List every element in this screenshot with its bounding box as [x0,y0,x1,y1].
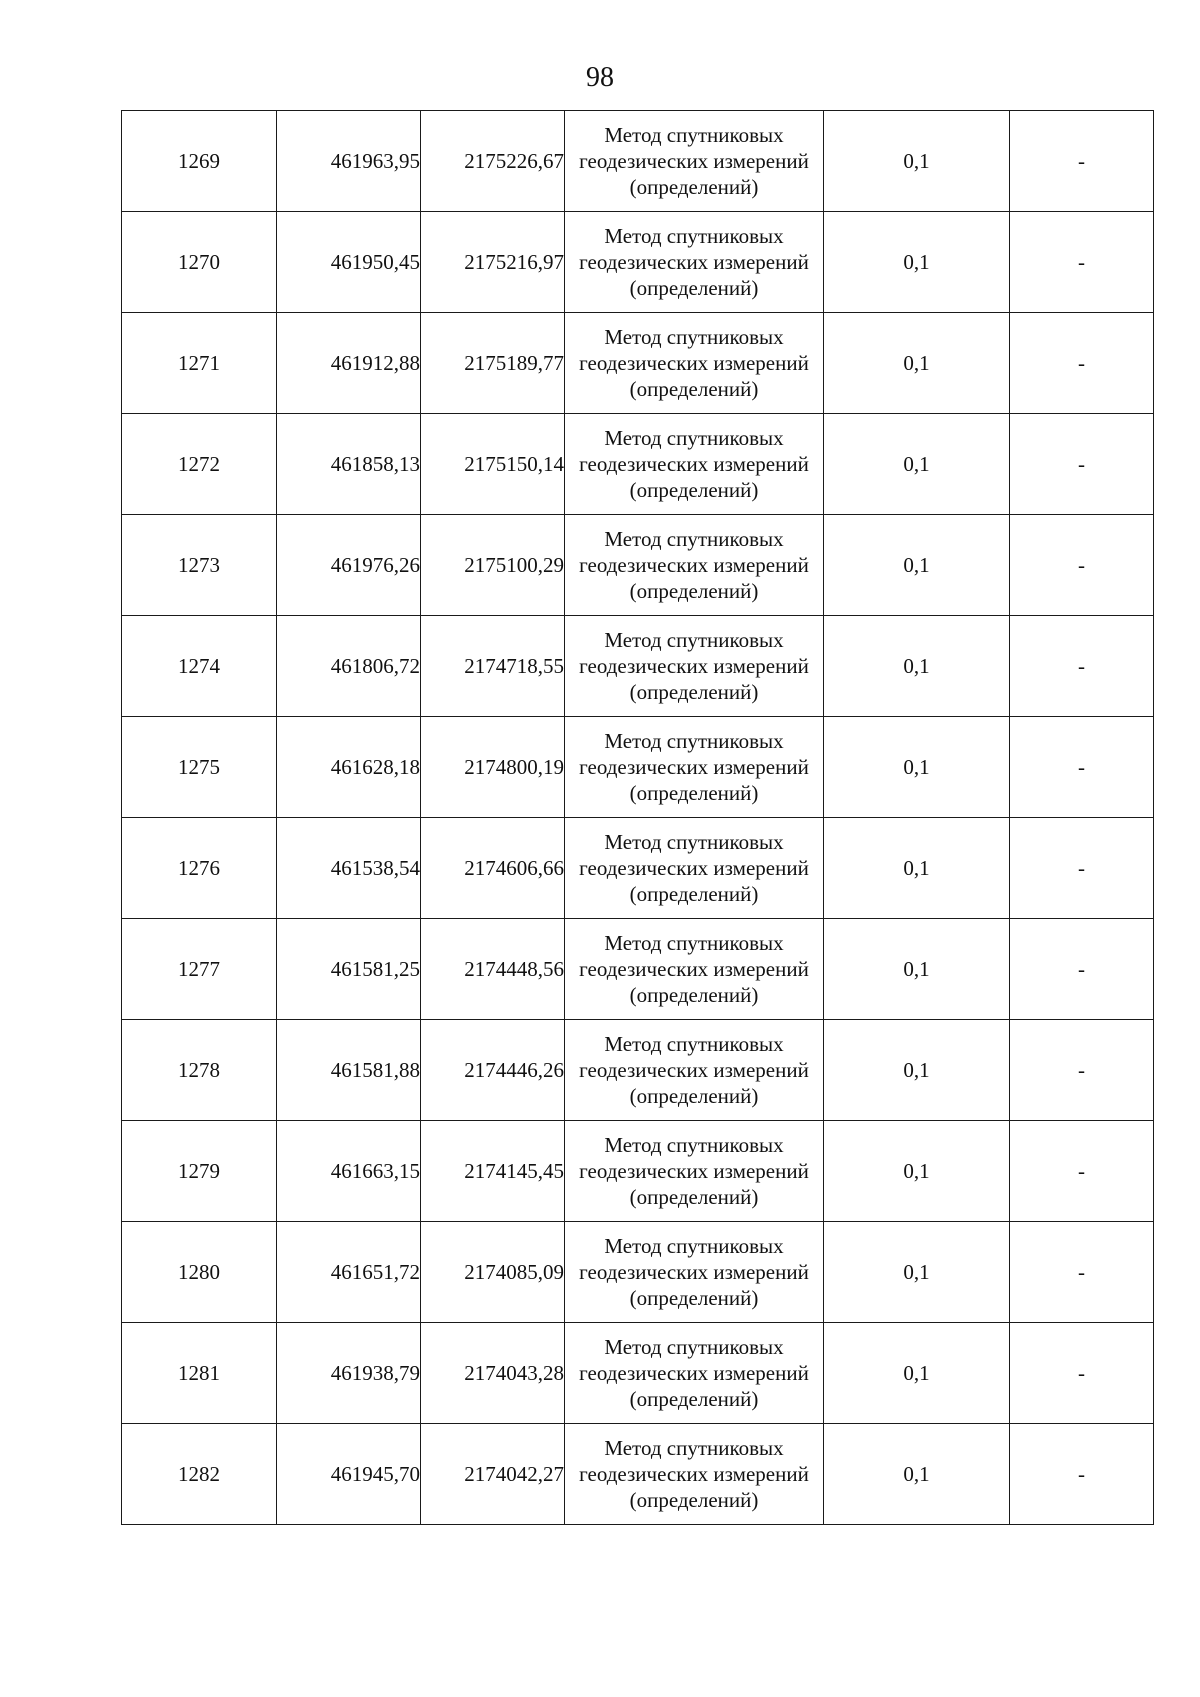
accuracy-cell: 0,1 [824,515,1010,616]
x-coordinate-cell: 461651,72 [277,1222,421,1323]
point-number-cell: 1282 [122,1424,277,1525]
point-number-cell: 1269 [122,111,277,212]
point-number-cell: 1275 [122,717,277,818]
method-cell [565,515,824,616]
coordinates-table [121,110,1154,1525]
y-coordinate-cell: 2175150,14 [421,414,565,515]
method-text-line: Метод спутниковых [604,527,784,551]
method-text-line: геодезических измерений [579,1159,809,1183]
method-text-line: (определений) [629,1286,759,1310]
accuracy-cell: 0,1 [824,1323,1010,1424]
method-text-line: Метод спутниковых [604,1133,784,1157]
table-row [122,111,1154,212]
accuracy-cell: 0,1 [824,111,1010,212]
y-coordinate-cell: 2174085,09 [421,1222,565,1323]
note-cell: - [1010,212,1154,313]
table-row [122,1424,1154,1525]
table-row [122,1020,1154,1121]
method-text-line: (определений) [629,1488,759,1512]
accuracy-cell: 0,1 [824,1020,1010,1121]
accuracy-cell: 0,1 [824,313,1010,414]
method-cell [565,1424,824,1525]
method-text-line: Метод спутниковых [604,729,784,753]
accuracy-cell: 0,1 [824,1222,1010,1323]
point-number-cell: 1272 [122,414,277,515]
point-number-cell: 1278 [122,1020,277,1121]
accuracy-cell: 0,1 [824,616,1010,717]
table-row [122,313,1154,414]
table-row [122,414,1154,515]
y-coordinate-cell: 2174043,28 [421,1323,565,1424]
method-text-line: (определений) [629,478,759,502]
note-cell: - [1010,818,1154,919]
x-coordinate-cell: 461938,79 [277,1323,421,1424]
method-text-line: Метод спутниковых [604,426,784,450]
method-text-line: Метод спутниковых [604,224,784,248]
y-coordinate-cell: 2174145,45 [421,1121,565,1222]
y-coordinate-cell: 2174718,55 [421,616,565,717]
table-row [122,1222,1154,1323]
table-row [122,717,1154,818]
method-text-line: (определений) [629,276,759,300]
x-coordinate-cell: 461628,18 [277,717,421,818]
method-text-line: Метод спутниковых [604,1335,784,1359]
method-text-line: геодезических измерений [579,1058,809,1082]
method-text-line: геодезических измерений [579,452,809,476]
method-text-line: (определений) [629,1387,759,1411]
note-cell: - [1010,1222,1154,1323]
table-row [122,515,1154,616]
x-coordinate-cell: 461581,88 [277,1020,421,1121]
method-cell [565,616,824,717]
method-text-line: (определений) [629,882,759,906]
table-row [122,212,1154,313]
note-cell: - [1010,616,1154,717]
point-number-cell: 1279 [122,1121,277,1222]
method-cell [565,1020,824,1121]
method-text-line: Метод спутниковых [604,931,784,955]
table-row [122,818,1154,919]
x-coordinate-cell: 461538,54 [277,818,421,919]
method-text-line: Метод спутниковых [604,628,784,652]
accuracy-cell: 0,1 [824,919,1010,1020]
method-text-line: Метод спутниковых [604,1234,784,1258]
method-text-line: (определений) [629,781,759,805]
note-cell: - [1010,1323,1154,1424]
method-text-line: геодезических измерений [579,1462,809,1486]
point-number-cell: 1277 [122,919,277,1020]
method-text-line: геодезических измерений [579,957,809,981]
point-number-cell: 1273 [122,515,277,616]
method-cell [565,717,824,818]
accuracy-cell: 0,1 [824,1121,1010,1222]
method-cell [565,1121,824,1222]
x-coordinate-cell: 461581,25 [277,919,421,1020]
method-text-line: геодезических измерений [579,250,809,274]
x-coordinate-cell: 461976,26 [277,515,421,616]
accuracy-cell: 0,1 [824,717,1010,818]
method-text-line: геодезических измерений [579,351,809,375]
method-cell [565,1222,824,1323]
method-cell [565,1323,824,1424]
method-text-line: Метод спутниковых [604,1436,784,1460]
table-row [122,616,1154,717]
point-number-cell: 1281 [122,1323,277,1424]
method-text-line: геодезических измерений [579,1260,809,1284]
method-text-line: (определений) [629,175,759,199]
method-text-line: геодезических измерений [579,654,809,678]
page-number: 98 [586,62,614,93]
note-cell: - [1010,111,1154,212]
point-number-cell: 1276 [122,818,277,919]
table-row [122,1323,1154,1424]
accuracy-cell: 0,1 [824,212,1010,313]
method-cell [565,919,824,1020]
note-cell: - [1010,1121,1154,1222]
method-text-line: геодезических измерений [579,553,809,577]
note-cell: - [1010,515,1154,616]
table-row [122,1121,1154,1222]
method-cell [565,111,824,212]
y-coordinate-cell: 2175189,77 [421,313,565,414]
note-cell: - [1010,1020,1154,1121]
x-coordinate-cell: 461950,45 [277,212,421,313]
method-text-line: (определений) [629,1185,759,1209]
note-cell: - [1010,717,1154,818]
note-cell: - [1010,414,1154,515]
method-text-line: (определений) [629,1084,759,1108]
method-cell [565,212,824,313]
accuracy-cell: 0,1 [824,1424,1010,1525]
table-body [122,111,1154,1525]
y-coordinate-cell: 2175226,67 [421,111,565,212]
note-cell: - [1010,1424,1154,1525]
method-text-line: (определений) [629,983,759,1007]
method-text-line: Метод спутниковых [604,325,784,349]
table-row [122,919,1154,1020]
method-text-line: (определений) [629,377,759,401]
x-coordinate-cell: 461858,13 [277,414,421,515]
point-number-cell: 1271 [122,313,277,414]
accuracy-cell: 0,1 [824,414,1010,515]
method-text-line: геодезических измерений [579,755,809,779]
y-coordinate-cell: 2175100,29 [421,515,565,616]
point-number-cell: 1270 [122,212,277,313]
y-coordinate-cell: 2174448,56 [421,919,565,1020]
method-text-line: Метод спутниковых [604,830,784,854]
x-coordinate-cell: 461806,72 [277,616,421,717]
note-cell: - [1010,313,1154,414]
method-text-line: геодезических измерений [579,856,809,880]
point-number-cell: 1280 [122,1222,277,1323]
method-text-line: геодезических измерений [579,1361,809,1385]
x-coordinate-cell: 461945,70 [277,1424,421,1525]
method-cell [565,818,824,919]
method-text-line: (определений) [629,680,759,704]
x-coordinate-cell: 461912,88 [277,313,421,414]
method-text-line: Метод спутниковых [604,123,784,147]
point-number-cell: 1274 [122,616,277,717]
note-cell: - [1010,919,1154,1020]
x-coordinate-cell: 461963,95 [277,111,421,212]
method-cell [565,414,824,515]
y-coordinate-cell: 2174800,19 [421,717,565,818]
method-text-line: Метод спутниковых [604,1032,784,1056]
method-cell [565,313,824,414]
method-text-line: (определений) [629,579,759,603]
x-coordinate-cell: 461663,15 [277,1121,421,1222]
y-coordinate-cell: 2175216,97 [421,212,565,313]
y-coordinate-cell: 2174446,26 [421,1020,565,1121]
y-coordinate-cell: 2174606,66 [421,818,565,919]
accuracy-cell: 0,1 [824,818,1010,919]
y-coordinate-cell: 2174042,27 [421,1424,565,1525]
method-text-line: геодезических измерений [579,149,809,173]
